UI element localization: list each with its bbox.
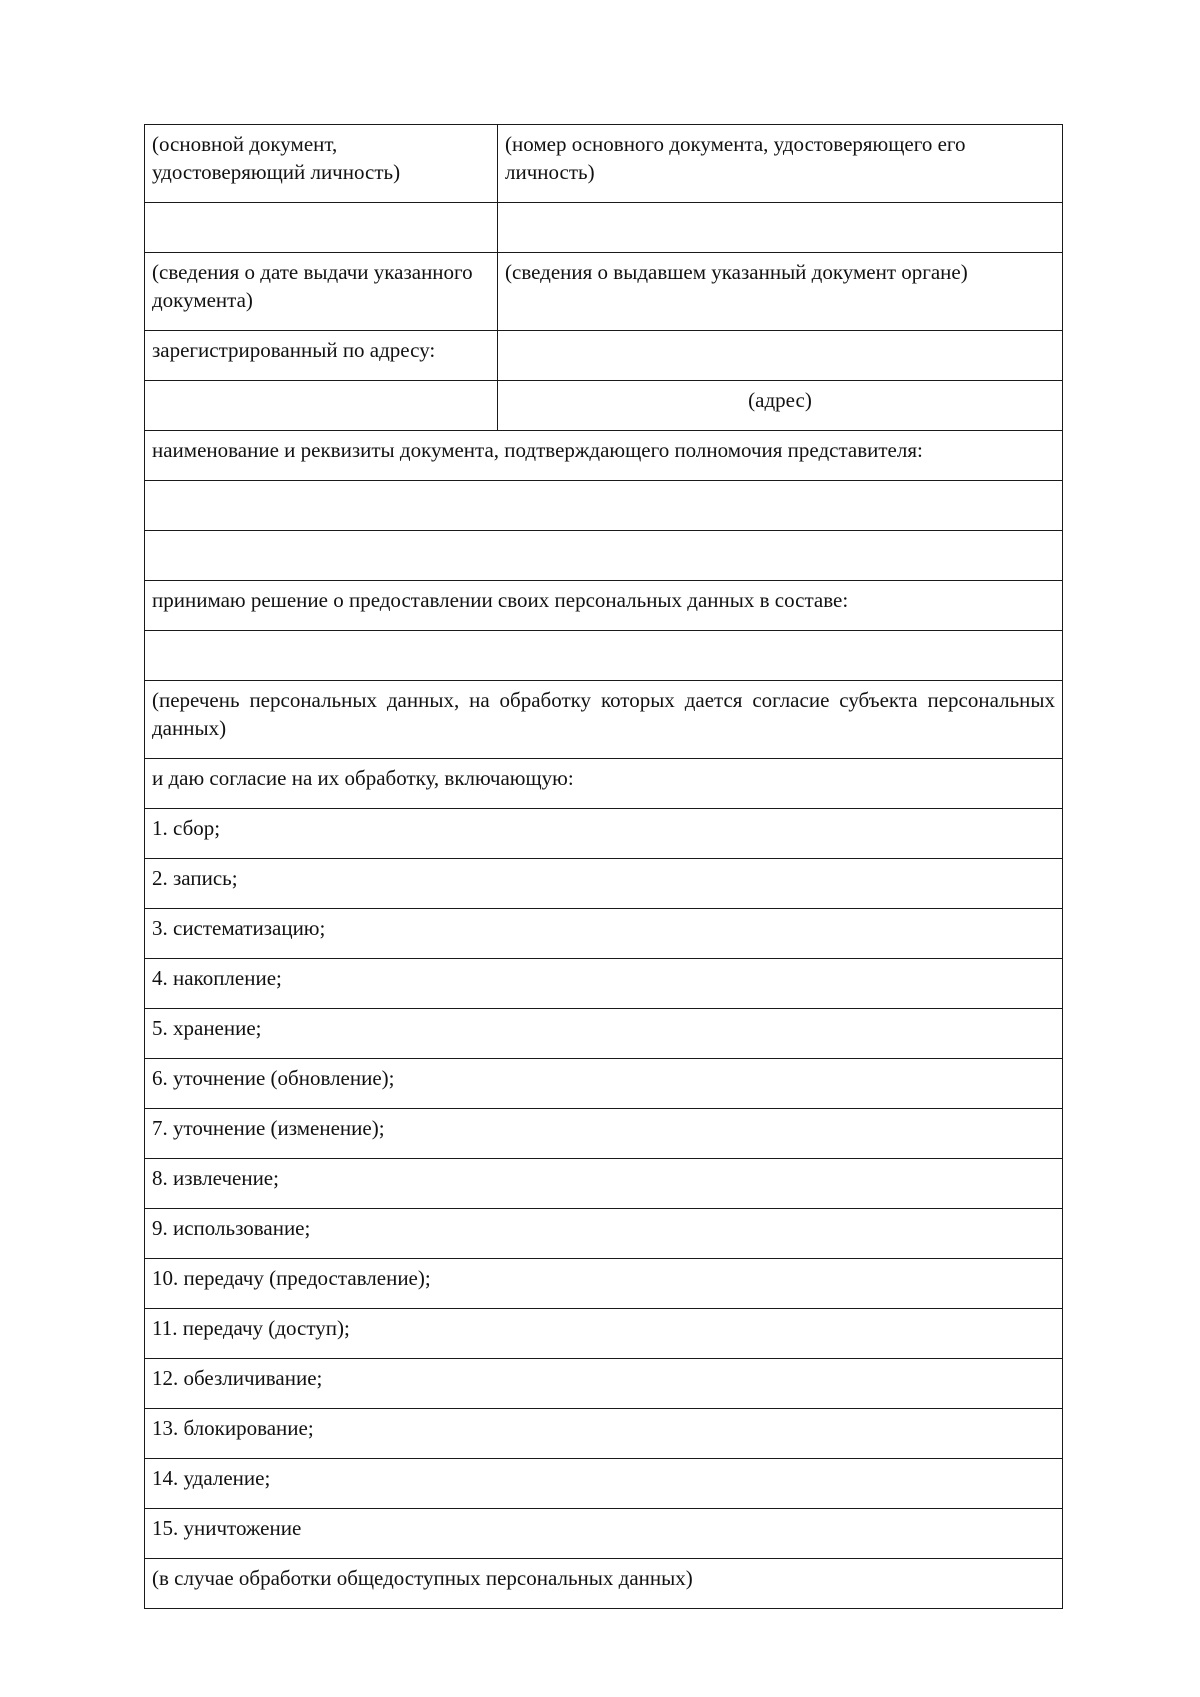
consent-row [145, 759, 1063, 809]
address-blank-cell [145, 381, 498, 431]
id-document-label: (основной документ, удостоверяющий личность) [145, 125, 498, 203]
personal-data-field-row [145, 631, 1063, 681]
processing-item-row [145, 809, 1063, 859]
processing-item: 3. систематизацию; [145, 909, 1063, 959]
processing-item: 7. уточнение (изменение); [145, 1109, 1063, 1159]
issuer-label: (сведения о выдавшем указанный документ органе) [498, 253, 1063, 331]
id-document-row [145, 125, 1063, 203]
processing-item: 10. передачу (предоставление); [145, 1259, 1063, 1309]
processing-item-row [145, 1509, 1063, 1559]
processing-item-row [145, 1059, 1063, 1109]
id-document-number-label: (номер основного документа, удостоверяющего его личность) [498, 125, 1063, 203]
decision-label: принимаю решение о предоставлении своих персональных данных в составе: [145, 581, 1063, 631]
processing-item-row [145, 1359, 1063, 1409]
authority-doc-field-row-2 [145, 531, 1063, 581]
processing-item-row [145, 909, 1063, 959]
consent-form-table [144, 124, 1063, 1609]
issuer-field[interactable] [498, 203, 1063, 253]
authority-doc-label: наименование и реквизиты документа, подтверждающего полномочия представителя: [145, 431, 1063, 481]
authority-doc-row [145, 431, 1063, 481]
authority-doc-field-row-1 [145, 481, 1063, 531]
processing-item-row [145, 1309, 1063, 1359]
processing-item: 6. уточнение (обновление); [145, 1059, 1063, 1109]
processing-item-row [145, 1159, 1063, 1209]
consent-label: и даю согласие на их обработку, включающую: [145, 759, 1063, 809]
processing-item-row [145, 859, 1063, 909]
processing-item: 4. накопление; [145, 959, 1063, 1009]
registered-label: зарегистрированный по адресу: [145, 331, 498, 381]
public-data-note-row [145, 1559, 1063, 1609]
processing-item: 1. сбор; [145, 809, 1063, 859]
processing-item: 5. хранение; [145, 1009, 1063, 1059]
registered-address-row [145, 331, 1063, 381]
processing-item-row [145, 1409, 1063, 1459]
personal-data-list-label: (перечень персональных данных, на обработку которых дается согласие субъекта персональных данных) [145, 681, 1063, 759]
personal-data-field[interactable] [145, 631, 1063, 681]
authority-doc-field-2[interactable] [145, 531, 1063, 581]
processing-item: 11. передачу (доступ); [145, 1309, 1063, 1359]
id-document-blank-row [145, 203, 1063, 253]
processing-item: 8. извлечение; [145, 1159, 1063, 1209]
processing-item-row [145, 1209, 1063, 1259]
processing-item: 13. блокирование; [145, 1409, 1063, 1459]
processing-item-row [145, 1259, 1063, 1309]
processing-item-row [145, 959, 1063, 1009]
processing-item: 15. уничтожение [145, 1509, 1063, 1559]
processing-item: 12. обезличивание; [145, 1359, 1063, 1409]
processing-item-row [145, 1109, 1063, 1159]
authority-doc-field-1[interactable] [145, 481, 1063, 531]
processing-item: 2. запись; [145, 859, 1063, 909]
processing-item-row [145, 1459, 1063, 1509]
processing-item-row [145, 1009, 1063, 1059]
address-label: (адрес) [498, 381, 1063, 431]
processing-item: 9. использование; [145, 1209, 1063, 1259]
issue-date-label: (сведения о дате выдачи указанного документа) [145, 253, 498, 331]
issue-info-row [145, 253, 1063, 331]
address-caption-row [145, 381, 1063, 431]
public-data-note: (в случае обработки общедоступных персональных данных) [145, 1559, 1063, 1609]
personal-data-list-row [145, 681, 1063, 759]
address-field[interactable] [498, 331, 1063, 381]
processing-item: 14. удаление; [145, 1459, 1063, 1509]
issue-date-field[interactable] [145, 203, 498, 253]
decision-row [145, 581, 1063, 631]
